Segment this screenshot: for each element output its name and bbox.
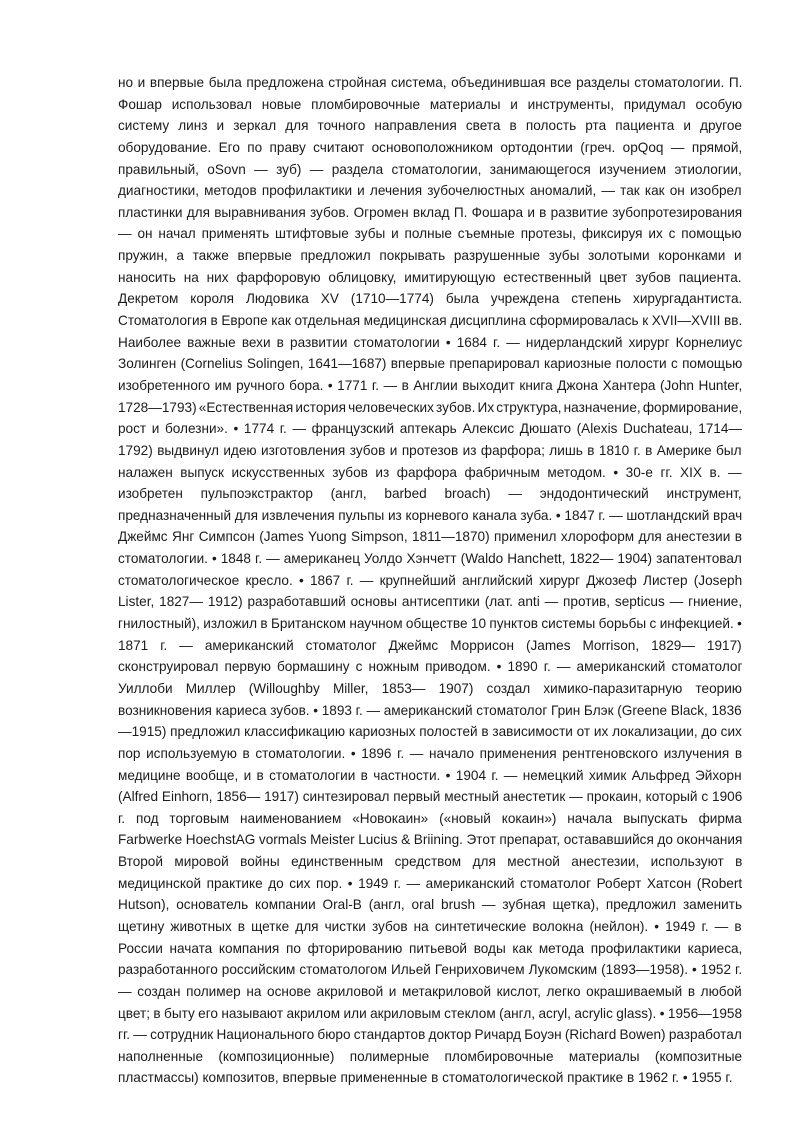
text-line: правильный, oSovn — зуб) — раздела стоматологии, занимающегося изучением этиологии, xyxy=(118,161,742,177)
text-line: гг. — сотрудник Национального бюро стандартов доктор Ричард Боуэн (Richard Bowen) разработал xyxy=(118,1027,742,1043)
text-line: пластмассы) композитов, впервые примененные в стоматологической практике в 1962 г. • 1955 г. xyxy=(118,1070,733,1086)
text-line: 1728—1793) «Естественная история человеческих зубов. Их структура, назначение, формирование, xyxy=(118,399,742,415)
text-line: 1792) выдвинул идею изготовления зубов и протезов из фарфора; лишь в 1810 г. в Америке был xyxy=(118,442,742,458)
text-line: Farbwerke HoechstAG vormals Meister Lucius & Briining. Этот препарат, остававшийся до окончания xyxy=(118,832,742,848)
text-line: Фошар использовал новые пломбировочные материалы и инструменты, придумал особую xyxy=(118,96,742,112)
text-line: изобретенного им ручного бора. • 1771 г. — в Англии выходит книга Джона Хантера (John Hunter, xyxy=(118,377,742,393)
text-line: но и впервые была предложена стройная система, объединившая все разделы стоматологии. П. xyxy=(118,75,742,90)
body-text xyxy=(118,72,742,1089)
text-line: медицине вообще, и в стоматологии в частности. • 1904 г. — немецкий химик Альфред Эйхорн xyxy=(118,767,742,783)
text-line: разработанного российским стоматологом Ильей Генриховичем Лукомским (1893—1958). • 1952 г. xyxy=(118,962,742,978)
text-line: пор используемую в стоматологии. • 1896 г. — начало применения рентгеновского излучения в xyxy=(118,745,742,761)
text-line: изобретен пульпоэкстрактор (англ, barbed broach) — эндодонтический инструмент, xyxy=(118,486,742,502)
text-line: предназначенный для извлечения пульпы из корневого канала зуба. • 1847 г. — шотландский врач xyxy=(118,507,742,523)
text-line: (Alfred Einhorn, 1856— 1917) синтезировал первый местный анестетик — прокаин, который с 1906 xyxy=(118,789,742,805)
text-line: —1915) предложил классификацию кариозных полостей в зависимости от их локализации, до сих xyxy=(118,724,742,740)
text-line: 1871 г. — американский стоматолог Джеймс Моррисон (James Morrison, 1829— 1917) xyxy=(118,637,742,653)
text-line: Наиболее важные вехи в развитии стоматологии • 1684 г. — нидерландский хирург Корнелиус xyxy=(118,334,742,350)
text-line: цвет; в быту его называют акрилом или акриловым стеклом (англ, acryl, acrylic glass). • 1956—1958 xyxy=(118,1005,742,1021)
text-line: гнилостный), изложил в Британском научном обществе 10 пунктов системы борьбы с инфекцией. • xyxy=(118,616,742,632)
text-line: — он начал применять штифтовые зубы и полные съемные протезы, фиксируя их с помощью xyxy=(118,226,742,242)
text-line: сконструировал первую бормашину с ножным приводом. • 1890 г. — американский стоматолог xyxy=(118,659,742,675)
text-line: медицинской практике до сих пор. • 1949 г. — американский стоматолог Роберт Хатсон (Robert xyxy=(118,875,742,891)
text-line: стоматологическое кресло. • 1867 г. — крупнейший английский хирург Джозеф Листер (Joseph xyxy=(118,572,742,588)
text-line: Lister, 1827— 1912) разработавший основы антисептики (лат. anti — против, septicus — гниение, xyxy=(118,594,742,610)
text-line: пластинки для выравнивания зубов. Огромен вклад П. Фошара и в развитие зубопротезирования xyxy=(118,204,742,220)
text-line: России начата компания по фторированию питьевой воды как метода профилактики кариеса, xyxy=(118,940,742,956)
text-line: Второй мировой войны единственным средством для местной анестезии, используют в xyxy=(118,854,742,870)
text-line: г. под торговым наименованием «Новокаин» («новый кокаин») начала выпускать фирма xyxy=(118,810,742,826)
text-line: налажен выпуск искусственных зубов из фарфора фабричным методом. • 30-е гг. XIX в. — xyxy=(118,464,742,480)
text-line: возникновения кариеса зубов. • 1893 г. — американский стоматолог Грин Блэк (Greene Black, 1836 xyxy=(118,702,742,718)
text-line: щетину животных в щетке для чистки зубов на синтетические волокна (нейлон). • 1949 г. — в xyxy=(118,918,742,934)
text-line: диагностики, методов профилактики и лечения зубочелюстных аномалий, — так как он изобрел xyxy=(118,183,742,199)
text-line: наносить на них фарфоровую облицовку, имитирующую естественный цвет зубов пациента. xyxy=(118,269,742,285)
text-line: Золинген (Cornelius Solingen, 1641—1687) впервые препарировал кариозные полости с помощью xyxy=(118,356,742,372)
text-line: рост и болезни». • 1774 г. — французский аптекарь Алексис Дюшато (Alexis Duchateau, 1714— xyxy=(118,421,742,437)
text-line: Hutson), основатель компании Oral-B (англ, oral brush — зубная щетка), предложил заменить xyxy=(118,897,742,913)
text-line: Джеймс Янг Симпсон (James Yuong Simpson, 1811—1870) применил хлороформ для анестезии в xyxy=(118,529,742,545)
text-line: пружин, а также впервые предложил покрывать разрушенные зубы золотыми коронками и xyxy=(118,248,742,264)
text-line: систему линз и зеркал для точного направления света в полость рта пациента и другое xyxy=(118,118,742,134)
text-line: оборудование. Его по праву считают основоположником ортодонтии (греч. opQoq — прямой, xyxy=(118,139,742,155)
text-line: Стоматология в Европе как отдельная медицинская дисциплина сформировалась к XVII—XVIII вв. xyxy=(118,313,742,329)
text-line: стоматологии. • 1848 г. — американец Уолдо Хэнчетт (Waldo Hanchett, 1822— 1904) запатентовал xyxy=(118,551,742,567)
text-line: наполненные (композиционные) полимерные пломбировочные материалы (композитные xyxy=(118,1048,742,1064)
text-line: Уиллоби Миллер (Willoughby Miller, 1853— 1907) создал химико-паразитарную теорию xyxy=(118,680,742,696)
text-line: — создан полимер на основе акриловой и метакриловой кислот, легко окрашиваемый в любой xyxy=(118,983,742,999)
text-line: Декретом короля Людовика XV (1710—1774) была учреждена степень хирургадантиста. xyxy=(118,291,742,307)
